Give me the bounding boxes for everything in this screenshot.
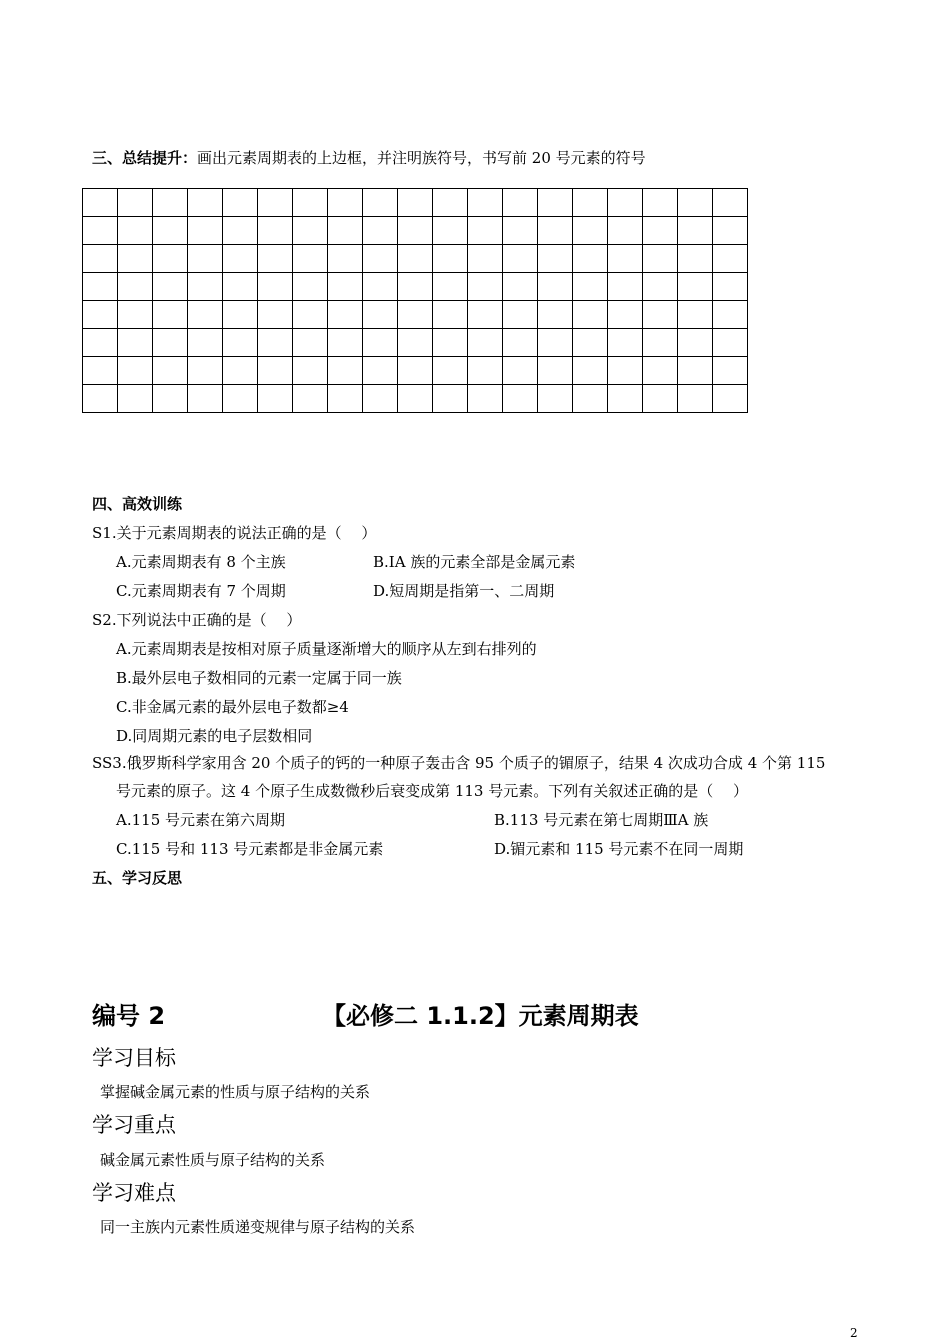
grid-cell [678, 245, 713, 273]
grid-cell [678, 385, 713, 413]
grid-cell [398, 189, 433, 217]
q2-option-c: C.非金属元素的最外层电子数都≥4 [116, 698, 349, 716]
grid-row [83, 385, 748, 413]
grid-cell [258, 273, 293, 301]
grid-cell [608, 357, 643, 385]
goal-heading: 学习目标 [92, 1046, 176, 1070]
grid-cell [433, 245, 468, 273]
grid-cell [643, 189, 678, 217]
grid-cell [118, 217, 153, 245]
grid-cell [503, 329, 538, 357]
grid-cell [223, 189, 258, 217]
grid-cell [83, 245, 118, 273]
page-number: 2 [850, 1326, 858, 1340]
training-heading: 四、高效训练 [92, 495, 183, 513]
grid-cell [468, 329, 503, 357]
q3-stem-line1: SS3.俄罗斯科学家用含 20 个质子的钙的一种原子轰击含 95 个质子的镅原子，结果 4 次成功合成 4 个第 115 [92, 754, 826, 772]
grid-cell [328, 301, 363, 329]
grid-cell [153, 357, 188, 385]
grid-cell [118, 273, 153, 301]
grid-cell [258, 245, 293, 273]
grid-cell [678, 329, 713, 357]
grid-cell [538, 357, 573, 385]
q2-option-d: D.同周期元素的电子层数相同 [116, 727, 313, 745]
grid-cell [223, 245, 258, 273]
grid-cell [293, 357, 328, 385]
grid-cell [328, 357, 363, 385]
q2-option-a: A.元素周期表是按相对原子质量逐渐增大的顺序从左到右排列的 [116, 640, 537, 658]
grid-cell [153, 273, 188, 301]
grid-cell [468, 385, 503, 413]
grid-cell [573, 189, 608, 217]
grid-cell [503, 217, 538, 245]
grid-cell [258, 189, 293, 217]
grid-cell [83, 385, 118, 413]
grid-cell [258, 329, 293, 357]
grid-cell [293, 217, 328, 245]
grid-cell [118, 245, 153, 273]
grid-cell [608, 189, 643, 217]
difficulty-heading: 学习难点 [92, 1181, 176, 1205]
grid-cell [118, 329, 153, 357]
grid-cell [538, 329, 573, 357]
grid-cell [223, 273, 258, 301]
q3-option-d: D.镅元素和 115 号元素不在同一周期 [494, 840, 744, 858]
grid-cell [643, 385, 678, 413]
grid-cell [258, 301, 293, 329]
grid-cell [398, 217, 433, 245]
grid-cell [293, 301, 328, 329]
grid-cell [538, 273, 573, 301]
q3-option-b: B.113 号元素在第七周期ⅢA 族 [494, 811, 709, 829]
grid-cell [713, 273, 748, 301]
grid-cell [433, 385, 468, 413]
grid-cell [188, 245, 223, 273]
difficulty-text: 同一主族内元素性质递变规律与原子结构的关系 [100, 1218, 416, 1236]
grid-cell [188, 357, 223, 385]
grid-cell [433, 329, 468, 357]
grid-cell [713, 245, 748, 273]
grid-cell [363, 385, 398, 413]
grid-cell [608, 385, 643, 413]
grid-cell [118, 357, 153, 385]
goal-text: 掌握碱金属元素的性质与原子结构的关系 [100, 1083, 371, 1101]
grid-cell [328, 273, 363, 301]
grid-cell [118, 189, 153, 217]
grid-cell [328, 245, 363, 273]
grid-cell [83, 189, 118, 217]
q1-option-a: A.元素周期表有 8 个主族 [116, 553, 286, 571]
key-point-text: 碱金属元素性质与原子结构的关系 [100, 1151, 326, 1169]
grid-row [83, 245, 748, 273]
grid-cell [363, 357, 398, 385]
grid-row [83, 301, 748, 329]
grid-cell [363, 301, 398, 329]
grid-cell [293, 385, 328, 413]
grid-cell [188, 385, 223, 413]
grid-cell [503, 189, 538, 217]
q3-option-a: A.115 号元素在第六周期 [116, 811, 285, 829]
grid-cell [433, 217, 468, 245]
grid-cell [83, 273, 118, 301]
grid-cell [293, 189, 328, 217]
grid-cell [538, 385, 573, 413]
grid-cell [608, 329, 643, 357]
grid-cell [363, 329, 398, 357]
grid-cell [83, 301, 118, 329]
grid-cell [573, 329, 608, 357]
grid-cell [363, 217, 398, 245]
q1-stem: S1.关于元素周期表的说法正确的是（ ） [92, 524, 377, 542]
grid-cell [363, 189, 398, 217]
grid-cell [538, 217, 573, 245]
grid-cell [433, 357, 468, 385]
grid-cell [398, 245, 433, 273]
reflection-heading: 五、学习反思 [92, 869, 183, 887]
grid-cell [363, 273, 398, 301]
grid-cell [503, 245, 538, 273]
grid-cell [153, 385, 188, 413]
grid-row [83, 217, 748, 245]
grid-cell [223, 357, 258, 385]
grid-cell [433, 189, 468, 217]
q3-stem-line2: 号元素的原子。这 4 个原子生成数微秒后衰变成第 113 号元素。下列有关叙述正确的是（ ） [116, 782, 749, 800]
grid-cell [258, 217, 293, 245]
grid-cell [468, 273, 503, 301]
grid-cell [713, 329, 748, 357]
grid-row [83, 329, 748, 357]
grid-cell [293, 273, 328, 301]
q1-option-d: D.短周期是指第一、二周期 [373, 582, 555, 600]
grid-cell [153, 245, 188, 273]
grid-cell [188, 217, 223, 245]
grid-cell [468, 189, 503, 217]
grid-cell [188, 329, 223, 357]
grid-cell [608, 245, 643, 273]
blank-periodic-table-grid [82, 188, 748, 413]
grid-cell [573, 217, 608, 245]
grid-cell [678, 217, 713, 245]
grid-cell [83, 329, 118, 357]
grid-cell [643, 245, 678, 273]
summary-instruction [92, 148, 646, 168]
grid-cell [468, 217, 503, 245]
grid-cell [258, 385, 293, 413]
grid-cell [328, 189, 363, 217]
grid-row [83, 189, 748, 217]
grid-cell [538, 189, 573, 217]
grid-row [83, 357, 748, 385]
grid-cell [468, 301, 503, 329]
grid-cell [398, 329, 433, 357]
grid-cell [468, 245, 503, 273]
grid-cell [188, 301, 223, 329]
grid-cell [328, 329, 363, 357]
grid-cell [608, 301, 643, 329]
grid-cell [433, 273, 468, 301]
q2-option-b: B.最外层电子数相同的元素一定属于同一族 [116, 669, 402, 687]
grid-cell [608, 217, 643, 245]
summary-text: 画出元素周期表的上边框，并注明族符号，书写前 20 号元素的符号 [197, 149, 646, 167]
grid-cell [118, 385, 153, 413]
grid-cell [153, 189, 188, 217]
grid-cell [678, 357, 713, 385]
grid-cell [223, 385, 258, 413]
grid-cell [538, 245, 573, 273]
grid-cell [643, 329, 678, 357]
grid-cell [398, 301, 433, 329]
grid-cell [573, 245, 608, 273]
grid-cell [398, 385, 433, 413]
grid-cell [83, 357, 118, 385]
grid-cell [713, 357, 748, 385]
grid-cell [573, 385, 608, 413]
grid-cell [503, 273, 538, 301]
grid-cell [608, 273, 643, 301]
grid-cell [503, 385, 538, 413]
grid-cell [643, 357, 678, 385]
grid-cell [678, 273, 713, 301]
summary-label: 三、总结提升： [92, 149, 198, 167]
grid-cell [678, 301, 713, 329]
grid-cell [713, 217, 748, 245]
q2-stem: S2.下列说法中正确的是（ ） [92, 611, 302, 629]
q1-option-c: C.元素周期表有 7 个周期 [116, 582, 286, 600]
grid-cell [363, 245, 398, 273]
grid-cell [153, 217, 188, 245]
grid-cell [573, 273, 608, 301]
grid-cell [293, 329, 328, 357]
grid-cell [643, 301, 678, 329]
grid-cell [188, 273, 223, 301]
grid-cell [643, 273, 678, 301]
grid-cell [643, 217, 678, 245]
grid-cell [223, 329, 258, 357]
grid-cell [538, 301, 573, 329]
grid-cell [398, 357, 433, 385]
grid-cell [433, 301, 468, 329]
grid-cell [188, 189, 223, 217]
grid-cell [83, 217, 118, 245]
grid-cell [153, 329, 188, 357]
grid-cell [328, 217, 363, 245]
grid-cell [328, 385, 363, 413]
grid-cell [503, 357, 538, 385]
grid-cell [153, 301, 188, 329]
grid-cell [503, 301, 538, 329]
grid-cell [713, 301, 748, 329]
grid-cell [398, 273, 433, 301]
q1-option-b: B.ⅠA 族的元素全部是金属元素 [373, 553, 576, 571]
grid-cell [678, 189, 713, 217]
grid-cell [713, 189, 748, 217]
grid-cell [293, 245, 328, 273]
grid-cell [713, 385, 748, 413]
grid-cell [573, 357, 608, 385]
grid-cell [468, 357, 503, 385]
grid-cell [258, 357, 293, 385]
grid-cell [223, 301, 258, 329]
key-point-heading: 学习重点 [92, 1113, 176, 1137]
lesson-number: 编号 2 [92, 1002, 166, 1030]
grid-row [83, 273, 748, 301]
lesson-title: 【必修二 1.1.2】元素周期表 [322, 1002, 639, 1030]
grid-cell [573, 301, 608, 329]
grid-cell [223, 217, 258, 245]
q3-option-c: C.115 号和 113 号元素都是非金属元素 [116, 840, 384, 858]
grid-cell [118, 301, 153, 329]
